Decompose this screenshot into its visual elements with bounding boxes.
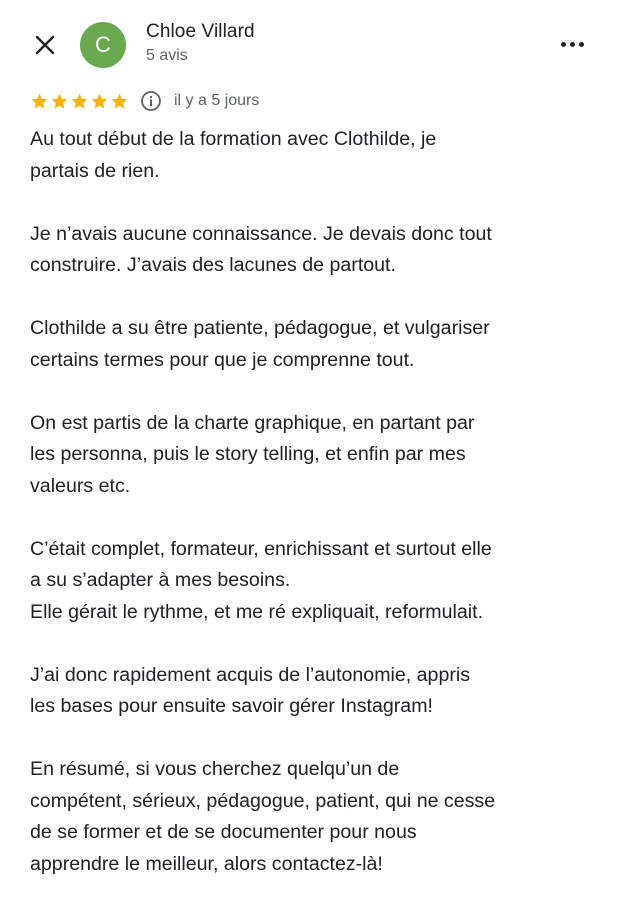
review-line: apprendre le meilleur, alors contactez-là!	[30, 852, 383, 875]
review-line: J’ai donc rapidement acquis de l’autonomie, appris	[30, 663, 471, 686]
review-line: valeurs etc.	[30, 474, 131, 497]
review-line: a su s’adapter à mes besoins.	[30, 569, 291, 591]
rating-row	[30, 88, 259, 114]
star-icon	[70, 92, 89, 111]
review-line: Je n’avais aucune connaissance. Je devais donc tout	[30, 222, 492, 245]
star-icon	[110, 92, 129, 111]
more-horizontal-icon	[559, 42, 586, 47]
close-icon	[34, 34, 56, 56]
review-line: Au tout début de la formation avec Clothilde, je	[30, 128, 437, 150]
avatar[interactable]	[80, 22, 126, 68]
review-line: En résumé, si vous cherchez quelqu’un de	[30, 758, 400, 780]
review-paragraph	[30, 754, 596, 880]
review-header	[0, 0, 620, 80]
review-line: partais de rien.	[30, 159, 160, 182]
reviewer-review-count[interactable]: 5 avis	[146, 47, 188, 64]
review-line: Elle gérait le rythme, et me ré expliquait, reformulait.	[30, 600, 484, 623]
review-paragraph	[30, 534, 596, 597]
info-icon[interactable]	[140, 90, 162, 112]
review-paragraph	[30, 597, 596, 629]
review-paragraph	[30, 219, 596, 282]
review-line: les bases pour ensuite savoir gérer Instagram!	[30, 695, 433, 717]
review-paragraph	[30, 124, 596, 187]
reviewer-name[interactable]: Chloe Villard	[146, 21, 255, 42]
review-line: compétent, sérieux, pédagogue, patient, qui ne cesse	[30, 789, 496, 812]
more-options-button[interactable]	[550, 30, 594, 58]
close-button[interactable]	[28, 28, 62, 62]
review-text	[30, 124, 596, 912]
review-line: de se former et de se documenter pour nous	[30, 821, 417, 843]
review-line: On est partis de la charte graphique, en partant par	[30, 411, 475, 434]
review-line: les personna, puis le story telling, et enfin par mes	[30, 443, 466, 465]
star-icon	[30, 92, 49, 111]
review-paragraph	[30, 408, 596, 503]
review-line: certains termes pour que je comprenne tout.	[30, 348, 415, 371]
review-line: Clothilde a su être patiente, pédagogue, et vulgariser	[30, 317, 490, 339]
review-line: construire. J’avais des lacunes de partout.	[30, 254, 396, 276]
review-paragraph	[30, 313, 596, 376]
review-line: C’était complet, formateur, enrichissant et surtout elle	[30, 537, 492, 560]
avatar-initial: C	[95, 32, 111, 57]
review-time: il y a 5 jours	[174, 92, 260, 109]
star-icon	[90, 92, 109, 111]
star-rating	[30, 92, 130, 111]
star-icon	[50, 92, 69, 111]
review-paragraph	[30, 660, 596, 723]
